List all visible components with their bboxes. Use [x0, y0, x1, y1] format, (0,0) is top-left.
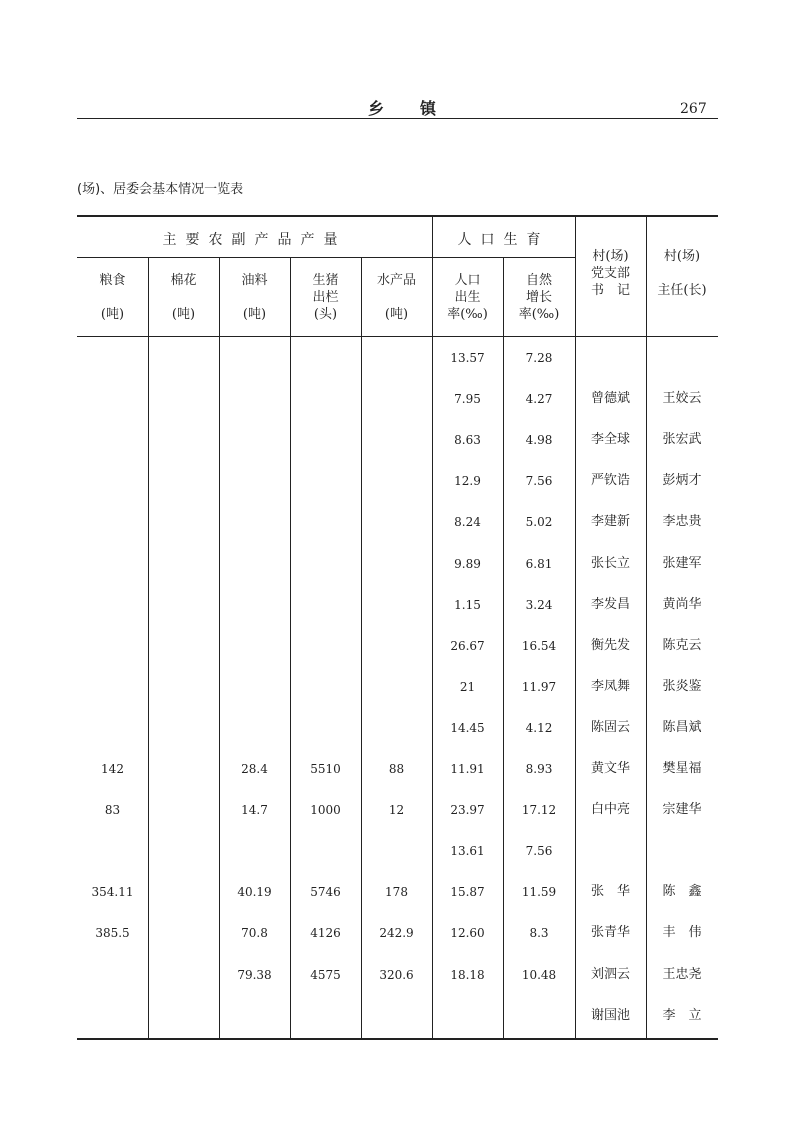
cell-birth-rate: 12.60	[450, 926, 485, 941]
col-header-oil: 油料 (吨)	[241, 273, 268, 322]
cell-birth-rate: 23.97	[450, 803, 485, 818]
cell-pigs: 1000	[310, 803, 341, 818]
cell-birth-rate: 9.89	[454, 556, 481, 571]
col-header-birth-rate: 人口 出生 率(‰)	[447, 273, 488, 322]
col-header-director: 村(场) 主任(长)	[657, 249, 707, 298]
cell-secretary: 白中亮	[590, 802, 630, 818]
table-bottom-rule	[77, 1038, 718, 1040]
cell-secretary: 张青华	[590, 925, 630, 941]
cell-pigs: 4126	[310, 926, 341, 941]
cell-growth-rate: 10.48	[521, 967, 557, 982]
cell-aquatic: 242.9	[379, 926, 414, 941]
cell-director: 丰 伟	[662, 925, 702, 941]
table-row	[0, 1006, 793, 1026]
cell-growth-rate: 3.24	[525, 597, 553, 612]
col-divider	[575, 216, 576, 1038]
cell-grain: 83	[104, 803, 121, 818]
table-row	[0, 389, 793, 409]
cell-birth-rate: 15.87	[450, 885, 485, 900]
cell-director: 王姣云	[662, 391, 702, 407]
table-row	[0, 636, 793, 656]
table-row	[0, 965, 793, 985]
cell-secretary: 李凤舞	[590, 678, 630, 694]
table-row	[0, 841, 793, 861]
cell-aquatic: 88	[388, 762, 405, 776]
header-bottom-rule	[77, 336, 718, 337]
cell-growth-rate: 6.81	[525, 556, 553, 571]
table-row	[0, 677, 793, 697]
cell-oil: 70.8	[241, 926, 268, 941]
cell-growth-rate: 4.12	[525, 720, 553, 735]
col-header-grain: 粮食 (吨)	[99, 273, 126, 322]
cell-growth-rate: 5.02	[525, 515, 553, 530]
cell-director: 张建军	[662, 555, 702, 571]
cell-director: 陈克云	[662, 637, 702, 653]
cell-growth-rate: 16.54	[521, 638, 557, 653]
cell-growth-rate: 7.56	[525, 474, 553, 489]
cell-birth-rate: 12.9	[454, 474, 481, 489]
table-caption: (场)、居委会基本情况一览表	[77, 182, 244, 197]
cell-secretary: 刘泗云	[590, 966, 630, 982]
cell-pigs: 4575	[310, 967, 341, 982]
cell-growth-rate: 11.97	[521, 679, 557, 694]
cell-director: 张炎鉴	[662, 678, 702, 694]
cell-director: 张宏武	[662, 432, 702, 448]
col-header-pigs: 生猪 出栏 (头)	[312, 273, 339, 322]
cell-secretary: 李发昌	[590, 596, 630, 612]
cell-grain: 385.5	[95, 926, 130, 941]
col-header-cotton: 棉花 (吨)	[170, 273, 197, 322]
cell-director: 宗建华	[662, 802, 702, 818]
cell-birth-rate: 8.24	[454, 515, 481, 530]
cell-director: 李忠贵	[662, 514, 702, 530]
cell-growth-rate: 7.56	[525, 844, 553, 859]
cell-secretary: 谢国池	[590, 1007, 630, 1023]
group-header-rule	[77, 257, 575, 258]
header-title: 乡镇	[368, 99, 473, 118]
cell-growth-rate: 8.3	[529, 926, 549, 941]
cell-birth-rate: 21	[459, 679, 476, 694]
cell-director: 李 立	[662, 1007, 702, 1023]
col-divider	[432, 216, 433, 1038]
cell-director: 彭炳才	[662, 473, 702, 489]
cell-birth-rate: 1.15	[454, 597, 481, 612]
cell-growth-rate: 17.12	[521, 803, 557, 818]
cell-birth-rate: 11.91	[450, 762, 485, 776]
table-row	[0, 348, 793, 368]
table-row	[0, 759, 793, 779]
table-row	[0, 512, 793, 532]
cell-director: 黄尚华	[662, 596, 702, 612]
cell-birth-rate: 8.63	[454, 433, 481, 448]
group-header-birth: 人口生育	[457, 232, 550, 248]
table-row	[0, 554, 793, 574]
cell-secretary: 曾德斌	[590, 391, 630, 407]
cell-secretary: 严钦诰	[590, 473, 630, 489]
cell-aquatic: 320.6	[379, 967, 414, 982]
cell-pigs: 5746	[310, 885, 341, 900]
cell-aquatic: 12	[388, 803, 405, 818]
col-header-growth-rate: 自然 增长 率(‰)	[518, 273, 560, 322]
cell-grain: 354.11	[91, 885, 134, 900]
table-row	[0, 595, 793, 615]
table-row	[0, 471, 793, 491]
cell-director: 陈 鑫	[662, 884, 702, 900]
cell-oil: 40.19	[237, 885, 272, 900]
table-row	[0, 882, 793, 902]
cell-birth-rate: 18.18	[450, 967, 485, 982]
table-row	[0, 923, 793, 943]
cell-birth-rate: 13.57	[450, 351, 485, 365]
group-header-production: 主要农副产品产量	[162, 232, 347, 248]
cell-growth-rate: 11.59	[521, 885, 557, 900]
cell-director: 陈昌斌	[662, 719, 702, 735]
cell-birth-rate: 14.45	[450, 720, 485, 735]
page-number: 267	[680, 101, 707, 117]
cell-director: 樊星福	[662, 761, 702, 776]
col-header-secretary: 村(场) 党支部 书 记	[590, 249, 630, 298]
cell-secretary: 黄文华	[590, 761, 630, 776]
table-row	[0, 800, 793, 820]
cell-birth-rate: 13.61	[450, 844, 485, 859]
cell-director: 王忠尧	[662, 966, 702, 982]
cell-aquatic: 178	[385, 885, 408, 900]
cell-secretary: 张长立	[590, 555, 630, 571]
cell-pigs: 5510	[310, 762, 341, 776]
cell-oil: 28.4	[241, 762, 268, 776]
cell-secretary: 陈固云	[590, 719, 630, 735]
cell-oil: 79.38	[237, 967, 272, 982]
cell-growth-rate: 4.27	[525, 392, 553, 407]
cell-growth-rate: 8.93	[525, 762, 553, 776]
table-row	[0, 430, 793, 450]
cell-secretary: 张 华	[590, 884, 630, 900]
cell-secretary: 李全球	[590, 432, 630, 448]
cell-secretary: 李建新	[590, 514, 630, 530]
cell-secretary: 衡先发	[590, 637, 630, 653]
col-divider	[646, 216, 647, 1038]
cell-growth-rate: 4.98	[525, 433, 553, 448]
cell-birth-rate: 7.95	[454, 392, 481, 407]
cell-grain: 142	[101, 762, 124, 776]
col-header-aquatic: 水产品 (吨)	[376, 273, 416, 322]
cell-growth-rate: 7.28	[525, 351, 553, 365]
table-top-rule	[77, 215, 718, 217]
cell-birth-rate: 26.67	[450, 638, 485, 653]
cell-oil: 14.7	[241, 803, 268, 818]
table-row	[0, 718, 793, 738]
